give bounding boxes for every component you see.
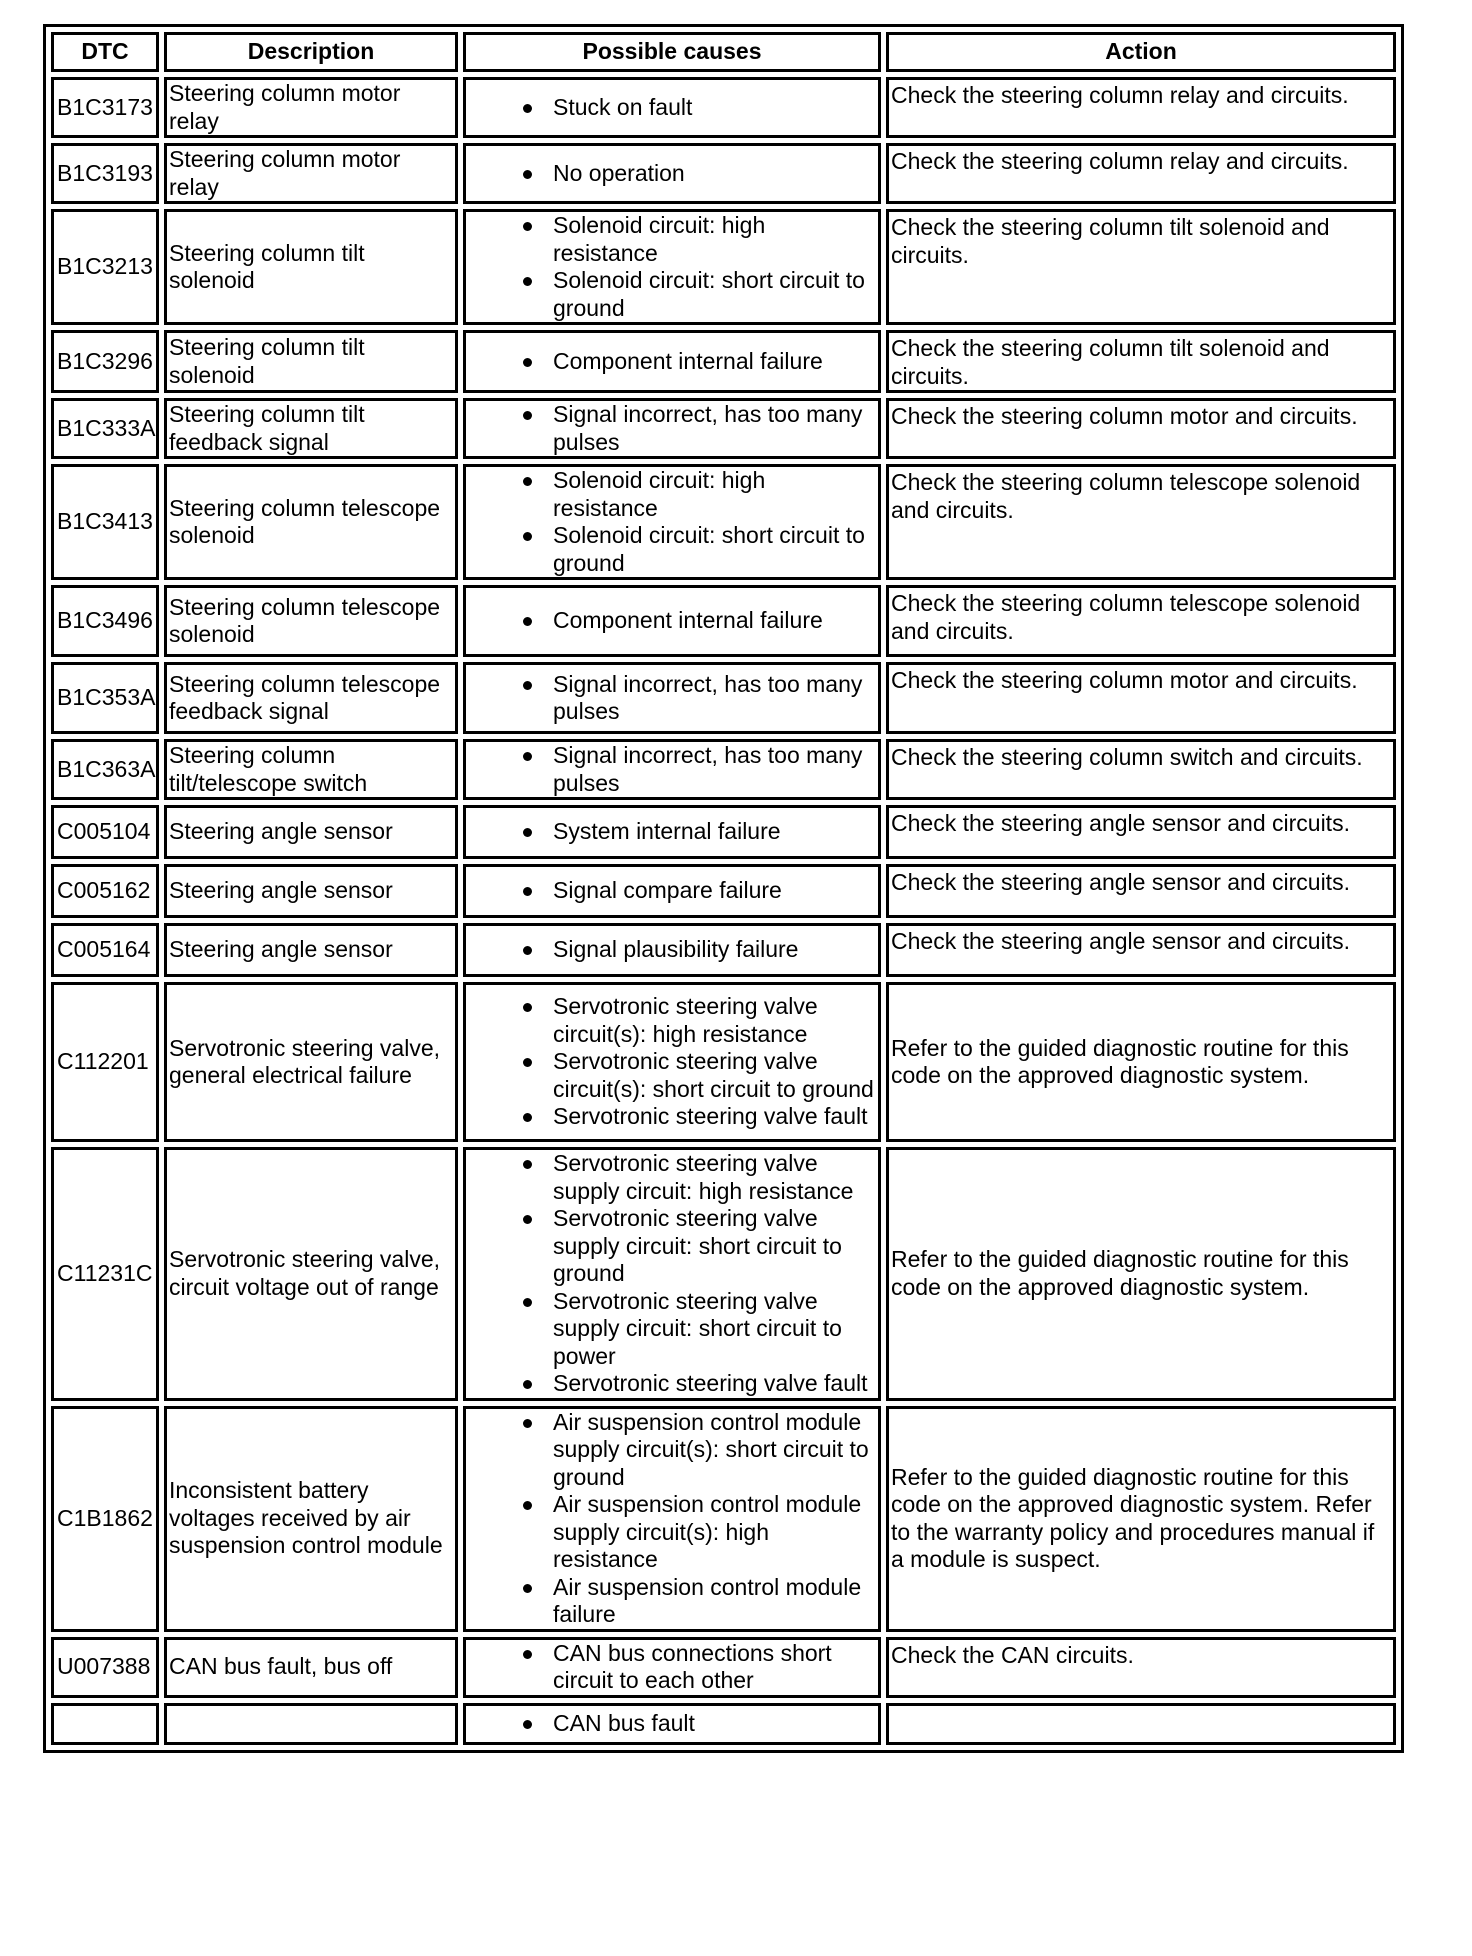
dtc-description: Servotronic steering valve, circuit voltage out of range xyxy=(164,1147,458,1401)
header-causes: Possible causes xyxy=(463,32,881,72)
table-row xyxy=(51,923,1396,977)
causes-list xyxy=(468,1409,876,1629)
possible-causes xyxy=(463,982,881,1142)
cause-item: Air suspension control module supply circuit(s): short circuit to ground xyxy=(553,1409,876,1492)
dtc-description: Steering column telescope feedback signal xyxy=(164,662,458,734)
possible-causes xyxy=(463,209,881,325)
cause-item: Air suspension control module supply circuit(s): high resistance xyxy=(553,1491,876,1574)
dtc-code: B1C3413 xyxy=(51,464,159,580)
possible-causes xyxy=(463,398,881,459)
dtc-code: B1C353A xyxy=(51,662,159,734)
cause-item: Signal plausibility failure xyxy=(553,936,876,964)
dtc-code: U007388 xyxy=(51,1637,159,1698)
dtc-description: Steering column tilt solenoid xyxy=(164,330,458,393)
cause-item: CAN bus connections short circuit to each other xyxy=(553,1640,876,1695)
causes-list xyxy=(468,1710,876,1738)
table-row xyxy=(51,585,1396,657)
dtc-code xyxy=(51,1703,159,1745)
cause-item: Component internal failure xyxy=(553,348,876,376)
dtc-description: Steering angle sensor xyxy=(164,864,458,918)
dtc-code: C112201 xyxy=(51,982,159,1142)
dtc-description: Servotronic steering valve, general electrical failure xyxy=(164,982,458,1142)
cause-item: Servotronic steering valve fault xyxy=(553,1103,876,1131)
dtc-code: B1C3193 xyxy=(51,143,159,204)
dtc-description: Steering column telescope solenoid xyxy=(164,464,458,580)
possible-causes xyxy=(463,1637,881,1698)
dtc-code: B1C333A xyxy=(51,398,159,459)
possible-causes xyxy=(463,662,881,734)
dtc-description: Steering column tilt/telescope switch xyxy=(164,739,458,800)
possible-causes xyxy=(463,143,881,204)
dtc-description: Steering column motor relay xyxy=(164,143,458,204)
causes-list xyxy=(468,467,876,577)
table-body xyxy=(51,77,1396,1745)
cause-item: Servotronic steering valve fault xyxy=(553,1370,876,1398)
table-row xyxy=(51,805,1396,859)
table-row xyxy=(51,739,1396,800)
causes-list xyxy=(468,936,876,964)
dtc-code: C1B1862 xyxy=(51,1406,159,1632)
dtc-code: C11231C xyxy=(51,1147,159,1401)
cause-item: Stuck on fault xyxy=(553,94,876,122)
table-row xyxy=(51,464,1396,580)
recommended-action: Check the steering column tilt solenoid and circuits. xyxy=(886,330,1396,393)
causes-list xyxy=(468,818,876,846)
possible-causes xyxy=(463,1406,881,1632)
recommended-action: Check the steering angle sensor and circuits. xyxy=(886,805,1396,859)
recommended-action: Check the steering column telescope solenoid and circuits. xyxy=(886,585,1396,657)
recommended-action xyxy=(886,1703,1396,1745)
dtc-code: C005164 xyxy=(51,923,159,977)
table-row xyxy=(51,982,1396,1142)
recommended-action: Check the steering column relay and circuits. xyxy=(886,143,1396,204)
causes-list xyxy=(468,742,876,797)
table-row xyxy=(51,77,1396,138)
possible-causes xyxy=(463,464,881,580)
causes-list xyxy=(468,212,876,322)
cause-item: CAN bus fault xyxy=(553,1710,876,1738)
table-row xyxy=(51,1147,1396,1401)
recommended-action: Check the steering column motor and circuits. xyxy=(886,398,1396,459)
recommended-action: Check the steering column telescope solenoid and circuits. xyxy=(886,464,1396,580)
header-dtc: DTC xyxy=(51,32,159,72)
recommended-action: Check the steering column switch and circuits. xyxy=(886,739,1396,800)
dtc-description: Steering column telescope solenoid xyxy=(164,585,458,657)
dtc-description: Steering column tilt feedback signal xyxy=(164,398,458,459)
cause-item: Air suspension control module failure xyxy=(553,1574,876,1629)
possible-causes xyxy=(463,330,881,393)
causes-list xyxy=(468,160,876,188)
causes-list xyxy=(468,401,876,456)
cause-item: Servotronic steering valve circuit(s): short circuit to ground xyxy=(553,1048,876,1103)
cause-item: Signal incorrect, has too many pulses xyxy=(553,671,876,726)
possible-causes xyxy=(463,1703,881,1745)
causes-list xyxy=(468,1150,876,1398)
recommended-action: Check the steering column motor and circuits. xyxy=(886,662,1396,734)
dtc-description: Steering column tilt solenoid xyxy=(164,209,458,325)
dtc-description: CAN bus fault, bus off xyxy=(164,1637,458,1698)
table-header xyxy=(51,32,1396,72)
recommended-action: Refer to the guided diagnostic routine for this code on the approved diagnostic system. Refer to the warranty policy and procedures manual if a module is suspect. xyxy=(886,1406,1396,1632)
cause-item: System internal failure xyxy=(553,818,876,846)
recommended-action: Check the steering angle sensor and circuits. xyxy=(886,923,1396,977)
dtc-code: B1C363A xyxy=(51,739,159,800)
cause-item: Solenoid circuit: high resistance xyxy=(553,212,876,267)
cause-item: Servotronic steering valve supply circuit: short circuit to power xyxy=(553,1288,876,1371)
possible-causes xyxy=(463,585,881,657)
dtc-description xyxy=(164,1703,458,1745)
table-row xyxy=(51,1406,1396,1632)
cause-item: Servotronic steering valve supply circuit: high resistance xyxy=(553,1150,876,1205)
dtc-code: B1C3213 xyxy=(51,209,159,325)
causes-list xyxy=(468,607,876,635)
dtc-description: Steering column motor relay xyxy=(164,77,458,138)
possible-causes xyxy=(463,77,881,138)
header-description: Description xyxy=(164,32,458,72)
header-row xyxy=(51,32,1396,72)
cause-item: Signal incorrect, has too many pulses xyxy=(553,401,876,456)
dtc-code: B1C3496 xyxy=(51,585,159,657)
recommended-action: Refer to the guided diagnostic routine for this code on the approved diagnostic system. xyxy=(886,982,1396,1142)
recommended-action: Check the CAN circuits. xyxy=(886,1637,1396,1698)
causes-list xyxy=(468,94,876,122)
recommended-action: Refer to the guided diagnostic routine for this code on the approved diagnostic system. xyxy=(886,1147,1396,1401)
table-row xyxy=(51,864,1396,918)
cause-item: Signal compare failure xyxy=(553,877,876,905)
dtc-description: Inconsistent battery voltages received by air suspension control module xyxy=(164,1406,458,1632)
possible-causes xyxy=(463,805,881,859)
possible-causes xyxy=(463,1147,881,1401)
possible-causes xyxy=(463,923,881,977)
cause-item: Servotronic steering valve supply circuit: short circuit to ground xyxy=(553,1205,876,1288)
cause-item: No operation xyxy=(553,160,876,188)
table-row xyxy=(51,209,1396,325)
table-row xyxy=(51,143,1396,204)
cause-item: Solenoid circuit: short circuit to ground xyxy=(553,522,876,577)
causes-list xyxy=(468,1640,876,1695)
possible-causes xyxy=(463,864,881,918)
table-row xyxy=(51,398,1396,459)
dtc-code: C005162 xyxy=(51,864,159,918)
recommended-action: Check the steering column tilt solenoid and circuits. xyxy=(886,209,1396,325)
recommended-action: Check the steering angle sensor and circuits. xyxy=(886,864,1396,918)
causes-list xyxy=(468,877,876,905)
table-row xyxy=(51,330,1396,393)
causes-list xyxy=(468,348,876,376)
cause-item: Servotronic steering valve circuit(s): high resistance xyxy=(553,993,876,1048)
table-row xyxy=(51,1703,1396,1745)
causes-list xyxy=(468,671,876,726)
table-row xyxy=(51,1637,1396,1698)
dtc-description: Steering angle sensor xyxy=(164,923,458,977)
cause-item: Signal incorrect, has too many pulses xyxy=(553,742,876,797)
cause-item: Solenoid circuit: high resistance xyxy=(553,467,876,522)
dtc-code: C005104 xyxy=(51,805,159,859)
recommended-action: Check the steering column relay and circuits. xyxy=(886,77,1396,138)
dtc-code: B1C3296 xyxy=(51,330,159,393)
table-row xyxy=(51,662,1396,734)
cause-item: Solenoid circuit: short circuit to ground xyxy=(553,267,876,322)
cause-item: Component internal failure xyxy=(553,607,876,635)
dtc-table xyxy=(43,24,1404,1753)
possible-causes xyxy=(463,739,881,800)
header-action: Action xyxy=(886,32,1396,72)
causes-list xyxy=(468,993,876,1131)
dtc-description: Steering angle sensor xyxy=(164,805,458,859)
dtc-code: B1C3173 xyxy=(51,77,159,138)
